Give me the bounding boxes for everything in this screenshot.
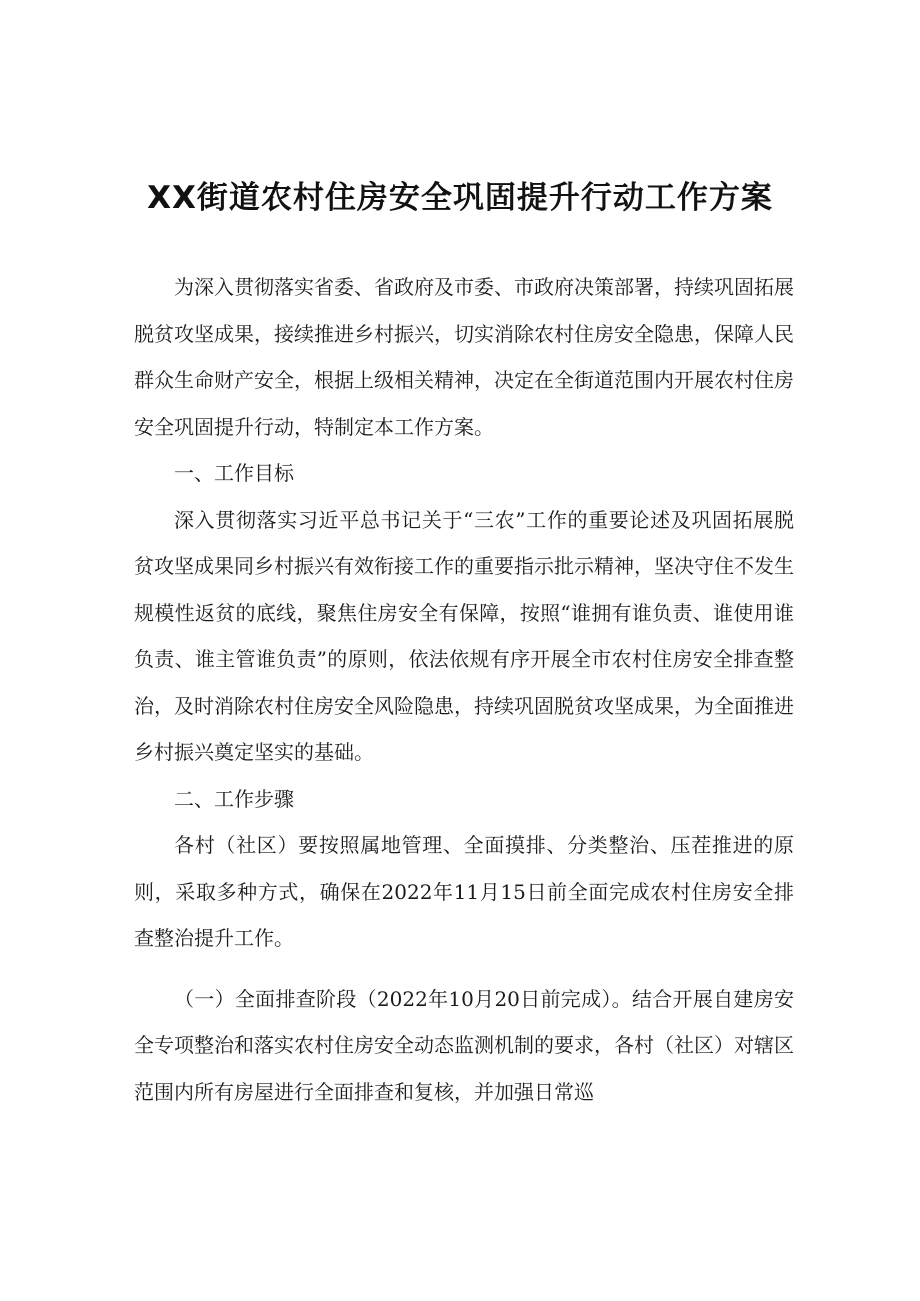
section-heading-goals: 一、工作目标 <box>174 461 294 485</box>
step1-paragraph: （一）全面排查阶段（2022年10月20日前完成）。结合开展自建房安全专项整治和落实农村住房安全动态监测机制的要求，各村（社区）对辖区范围内所有房屋进行全面排查和复核，并加强日常巡 <box>134 986 794 1104</box>
intro-paragraph: 为深入贯彻落实省委、省政府及市委、市政府决策部署，持续巩固拓展脱贫攻坚成果，接续推进乡村振兴，切实消除农村住房安全隐患，保障人民群众生命财产安全，根据上级相关精神，决定在全街道范围内开展农村住房安全巩固提升行动，特制定本工作方案。 <box>134 275 794 439</box>
goals-paragraph: 深入贯彻落实习近平总书记关于“三农”工作的重要论述及巩固拓展脱贫攻坚成果同乡村振兴有效衔接工作的重要指示批示精神，坚决守住不发生规模性返贫的底线，聚焦住房安全有保障，按照“谁拥有谁负责、谁使用谁负责、谁主管谁负责”的原则，依法依规有序开展全市农村住房安全排查整治，及时消除农村住房安全风险隐患，持续巩固脱贫攻坚成果，为全面推进乡村振兴奠定坚实的基础。 <box>134 507 794 764</box>
steps-paragraph: 各村（社区）要按照属地管理、全面摸排、分类整治、压茬推进的原则，采取多种方式，确保在2022年11月15日前全面完成农村住房安全排查整治提升工作。 <box>134 833 794 950</box>
section-heading-steps: 二、工作步骤 <box>174 786 294 811</box>
document-body <box>134 264 794 1115</box>
document-title: XX街道农村住房安全巩固提升行动工作方案 <box>147 180 773 216</box>
